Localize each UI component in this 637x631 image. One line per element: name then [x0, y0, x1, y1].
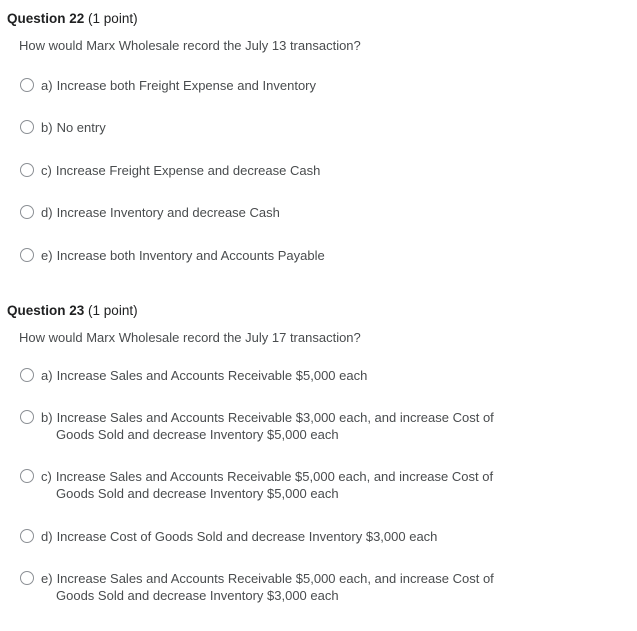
option-text: Increase Inventory and decrease Cash [56, 205, 280, 220]
option-text: Increase both Freight Expense and Inventory [56, 78, 316, 93]
option-text: Increase Sales and Accounts Receivable $5,000 each, and increase Cost of [55, 469, 494, 484]
q23-option-e[interactable] [20, 570, 494, 604]
radio-button[interactable] [20, 368, 34, 382]
option-letter: a) [41, 78, 53, 93]
question-points: (1 point) [88, 11, 138, 26]
option-letter: a) [41, 368, 53, 383]
q23-option-d[interactable] [20, 528, 437, 545]
option-text: No entry [56, 120, 106, 135]
question-23-header [7, 303, 138, 318]
radio-button[interactable] [20, 120, 34, 134]
option-letter: e) [41, 248, 53, 263]
option-text: Increase both Inventory and Accounts Payable [56, 248, 325, 263]
option-text-continued: Goods Sold and decrease Inventory $5,000 each [56, 427, 339, 442]
option-text: Increase Sales and Accounts Receivable $5,000 each [56, 368, 368, 383]
q23-option-c[interactable] [20, 468, 493, 502]
q22-option-c[interactable] [20, 162, 320, 179]
radio-button[interactable] [20, 529, 34, 543]
option-letter: e) [41, 571, 53, 586]
q23-option-a[interactable] [20, 367, 367, 384]
option-letter: d) [41, 205, 53, 220]
q22-option-b[interactable] [20, 119, 106, 136]
question-22-header [7, 11, 138, 26]
option-text: Increase Sales and Accounts Receivable $5,000 each, and increase Cost of [56, 571, 494, 586]
radio-button[interactable] [20, 78, 34, 92]
option-text: Increase Sales and Accounts Receivable $3,000 each, and increase Cost of [56, 410, 494, 425]
option-letter: b) [41, 410, 53, 425]
q22-option-a[interactable] [20, 77, 316, 94]
option-text: Increase Freight Expense and decrease Cash [55, 163, 321, 178]
q23-option-b[interactable] [20, 409, 494, 443]
radio-button[interactable] [20, 571, 34, 585]
question-number: Question 23 [7, 303, 85, 318]
radio-button[interactable] [20, 163, 34, 177]
question-number: Question 22 [7, 11, 85, 26]
question-22-stem: How would Marx Wholesale record the July 13 transaction? [19, 38, 361, 53]
q22-option-e[interactable] [20, 247, 325, 264]
option-letter: c) [41, 163, 52, 178]
option-letter: b) [41, 120, 53, 135]
question-23-stem: How would Marx Wholesale record the July 17 transaction? [19, 330, 361, 345]
option-letter: c) [41, 469, 52, 484]
radio-button[interactable] [20, 410, 34, 424]
option-letter: d) [41, 529, 53, 544]
option-text-continued: Goods Sold and decrease Inventory $3,000 each [56, 588, 339, 603]
question-points: (1 point) [88, 303, 138, 318]
option-text: Increase Cost of Goods Sold and decrease Inventory $3,000 each [56, 529, 438, 544]
q22-option-d[interactable] [20, 204, 280, 221]
radio-button[interactable] [20, 248, 34, 262]
radio-button[interactable] [20, 469, 34, 483]
radio-button[interactable] [20, 205, 34, 219]
option-text-continued: Goods Sold and decrease Inventory $5,000 each [56, 486, 339, 501]
